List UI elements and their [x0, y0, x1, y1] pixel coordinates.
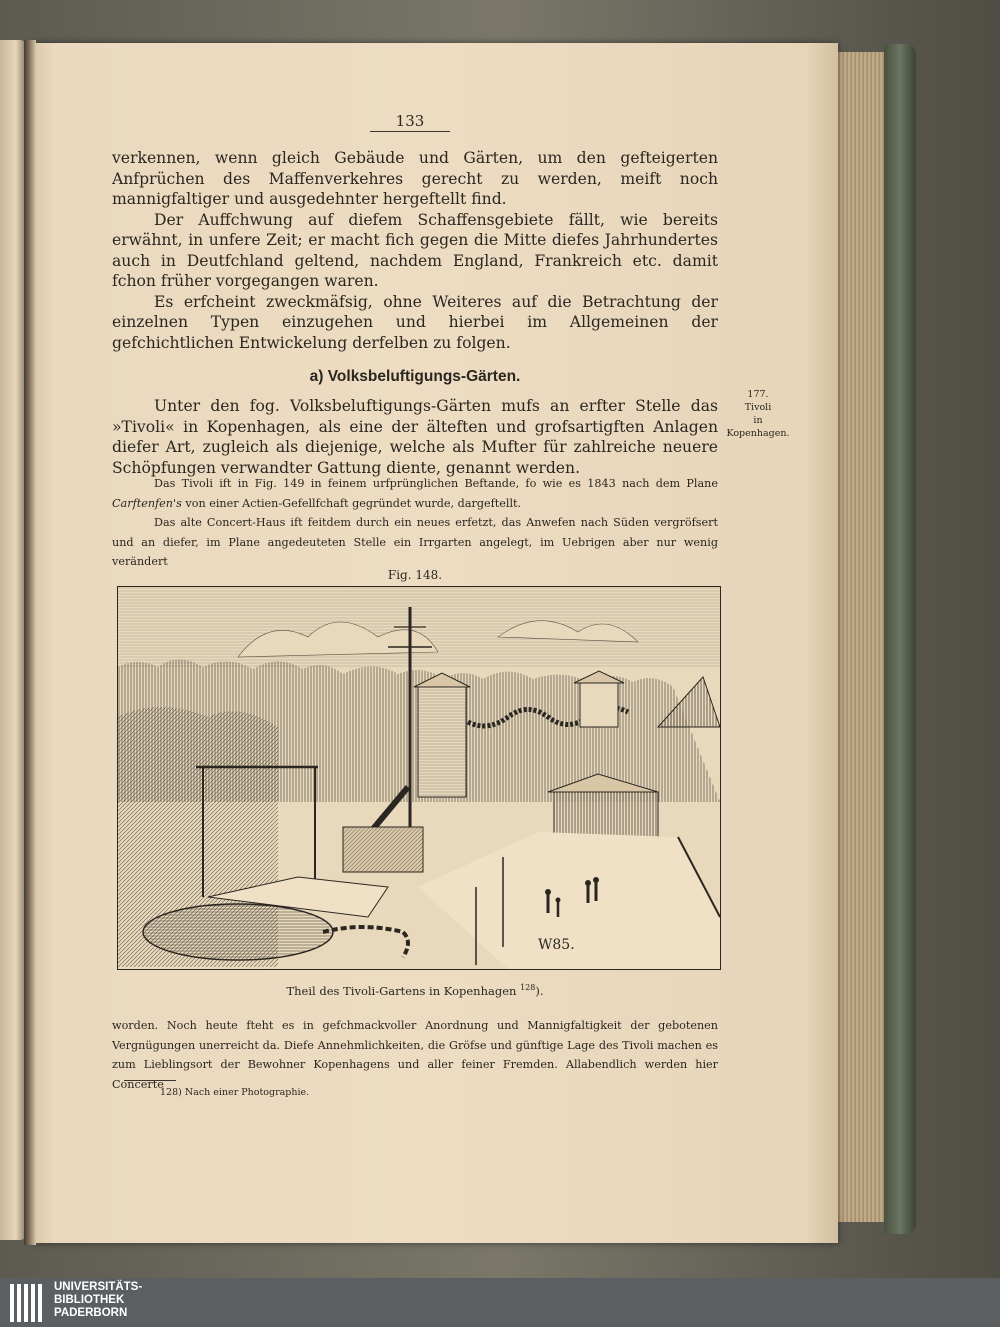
author-name: Carftenfen's — [112, 496, 182, 510]
margin-note-line: Tivoli — [744, 402, 772, 413]
small-paragraph: worden. Noch heute fteht es in gefchmackvoller Anordnung und Mannigfaltigkeit der gebotenen Vergnügungen unerreicht da. Diefe Annehmlichkeiten, die Gröfse und günftige Lage des Tivoli machen es zum Lieblingsort der Bewohner Kopenhagens und aller feiner Fremden. Allabendlich werden hier Concerte — [112, 1019, 718, 1091]
margin-note-line: 177. — [747, 389, 769, 400]
margin-note — [722, 388, 794, 440]
book-gutter — [24, 40, 36, 1245]
section-body — [112, 396, 718, 478]
margin-note-line: Kopenhagen. — [726, 428, 790, 439]
small-text-continued — [112, 1016, 718, 1094]
text-run: von einer Actien-Gefellfchaft gegründet wurde, dargeftellt. — [181, 496, 522, 510]
footnote-rule — [124, 1080, 176, 1081]
engraving-illustration — [118, 587, 720, 969]
library-name-line: PADERBORN — [54, 1307, 128, 1319]
page-edges — [836, 52, 890, 1222]
caption-text: Theil des Tivoli-Gartens in Kopenhagen — [286, 983, 517, 998]
book-cover — [884, 44, 916, 1234]
library-banner — [0, 1278, 1000, 1327]
library-logo-icon — [8, 1282, 48, 1324]
paragraph: Es erfcheint zweckmäfsig, ohne Weiteres auf die Betrachtung der einzelnen Typen einzugehen und hierbei im Allgemeinen der gefchichtlichen Entwickelung derfelben zu folgen. — [112, 292, 718, 352]
text-run: Das Tivoli ift in Fig. 149 in feinem urfprünglichen Beftande, fo wie es 1843 nach dem Plane — [154, 477, 718, 490]
small-paragraph — [112, 474, 718, 513]
paragraph: verkennen, wenn gleich Gebäude und Gärten, um den gefteigerten Anfprüchen des Maffenverkehres gerecht zu werden, meift noch mannigfaltiger und ausgedehnter hergeftellt find. — [112, 149, 718, 208]
paragraph: Der Auffchwung auf diefem Schaffensgebiete fällt, wie bereits erwähnt, in unfere Zeit; er macht fich gegen die Mitte diefes Jahrhundertes auch in Deutfchland geltend, nachdem England, Frankreich etc. damit fchon früher vorgegangen waren. — [112, 210, 718, 290]
figure-label: Fig. 148. — [387, 568, 443, 582]
section-heading: a) Volksbeluftigungs-Gärten. — [309, 368, 521, 385]
library-name-line: UNIVERSITÄTS- — [54, 1281, 143, 1293]
paragraph: Unter den fog. Volksbeluftigungs-Gärten mufs an erfter Stelle das »Tivoli« in Kopenhagen, als eine der älteften und grofsartigften Anlagen diefer Art, zugleich als diejenige, welche als Mufter für zahlreiche neuere Schöpfungen verwandter Gattung diente, genannt werden. — [112, 397, 718, 477]
page-number: 133 — [370, 112, 450, 132]
caption-footnote-ref: 128 — [520, 983, 536, 992]
small-paragraph: Das alte Concert-Haus ift feitdem durch ein neues erfetzt, das Anwefen nach Süden vergröfsert und an diefer, im Plane angedeuteten Stelle ein Irrgarten angelegt, im Uebrigen aber nur wenig verändert — [112, 516, 718, 568]
small-text — [112, 474, 718, 572]
library-name — [54, 1281, 142, 1320]
body-text — [112, 148, 718, 353]
engraving-figure — [117, 586, 721, 970]
library-name-line: BIBLIOTHEK — [54, 1294, 125, 1306]
left-page-edge — [0, 40, 26, 1240]
margin-note-line: in — [753, 415, 763, 426]
footnote: 128) Nach einer Photographie. — [160, 1087, 310, 1098]
caption-end: ). — [535, 983, 544, 998]
figure-caption — [112, 983, 718, 998]
engraving-monogram: W85. — [538, 937, 575, 953]
